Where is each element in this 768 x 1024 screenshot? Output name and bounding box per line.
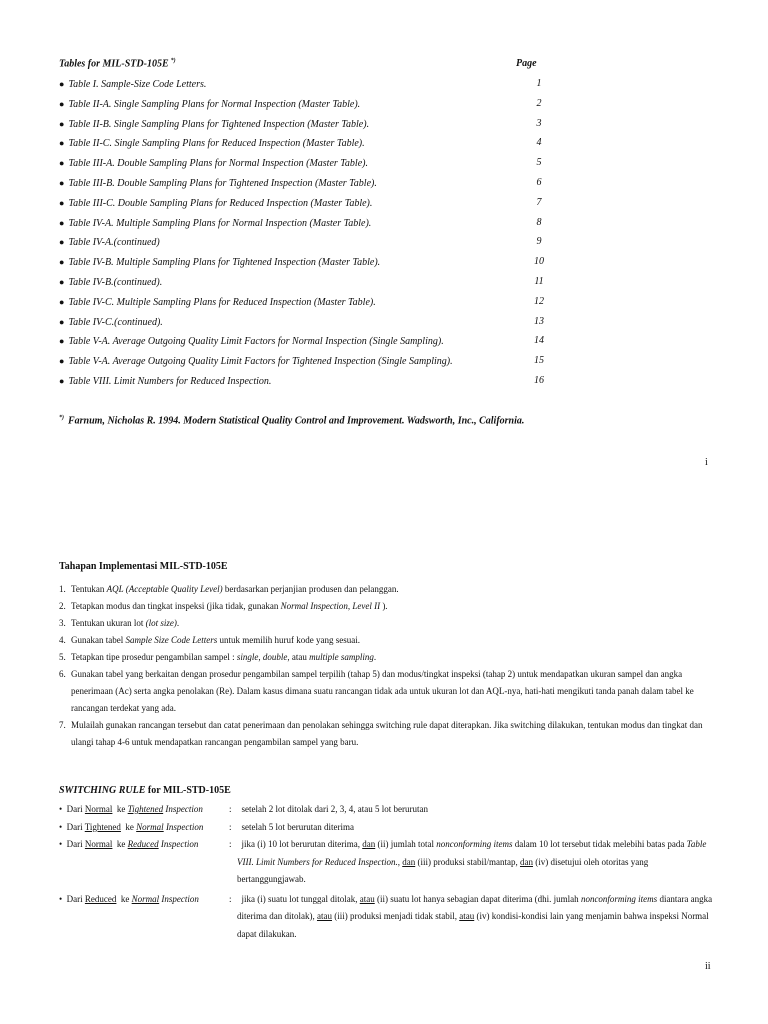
bullet: •	[59, 839, 63, 849]
toc-entry-page: 13	[534, 315, 544, 327]
rule-word: Inspection	[161, 893, 199, 904]
rule-conjunction: atau	[316, 911, 332, 921]
implementation-steps	[59, 581, 719, 751]
toc-entry-label: Table IV-B. Multiple Sampling Plans for Tightened Inspection (Master Table).	[68, 257, 381, 269]
rule-mode: Reduced	[127, 839, 159, 849]
toc-entry-page: 1	[536, 78, 542, 89]
rule-text: (ii) suatu lot hanya sebagian dapat diterima (dhi. jumlah	[374, 893, 581, 904]
rule-mode: Normal	[136, 821, 164, 832]
rule-word: Inspection	[160, 839, 199, 849]
switching-rule-title	[59, 785, 231, 796]
step-1	[59, 581, 719, 598]
bullet: ●	[59, 158, 65, 169]
bullet: ●	[59, 316, 65, 327]
rule-mode: Normal	[84, 804, 113, 814]
step-number: 7.	[59, 720, 66, 730]
toc-entry-page: 12	[534, 295, 544, 307]
toc-entry-page: 14	[534, 335, 544, 347]
bullet: ●	[59, 356, 65, 367]
step-term: (lot size)	[145, 618, 177, 628]
rule-word: Dari	[66, 893, 83, 904]
step-number: 1.	[59, 584, 66, 594]
step-text: ).	[380, 601, 388, 611]
rule-condition	[59, 836, 198, 854]
toc-entry	[59, 196, 619, 216]
toc-entry	[59, 255, 619, 275]
step-text: .	[373, 652, 377, 662]
step-text: Mulailah gunakan rancangan tersebut dan catat penerimaan dan penolakan sehingga switching rule dapat diterapkan. Jika switching dilakukan, tentukan modus dan tingkat dan ulangi tahap 4-6 untuk mendapatkan rancangan pengambilan sampel yang baru.	[71, 720, 703, 747]
rule-text: dalam 10 lot tersebut tidak melebihi batas pada	[512, 839, 687, 849]
step-term: single	[236, 652, 259, 662]
step-text: Tetapkan tipe prosedur pengambilan sampel :	[71, 652, 237, 662]
rule-text: diantara angka diterima dan ditolak),	[237, 893, 713, 921]
bullet: ●	[59, 118, 65, 129]
step-text: Tetapkan modus dan tingkat inspeksi (jika tidak, gunakan	[71, 601, 281, 611]
toc-entry	[59, 77, 619, 97]
step-number: 2.	[59, 601, 66, 611]
rule-text: ,	[397, 856, 403, 867]
rule-word: ke	[120, 893, 130, 904]
toc-entry	[59, 97, 619, 117]
step-text: Gunakan tabel	[71, 635, 126, 645]
page-number-1: i	[705, 457, 708, 468]
bullet: ●	[59, 276, 65, 287]
step-text: Gunakan tabel yang berkaitan dengan prosedur pengambilan sampel terpilih (tahap 5) dan modus/tingkat inspeksi (tahap 2) untuk mendapatkan ukuran sampel dan angka penerimaan (Ac) serta angka penolakan (Re). Dalam kasus dimana suatu rancangan tidak ada untuk ukuran lot dan AQL-nya, hati-hati mengikuti tanda panah dalam tabel ke rancangan terdekat yang ada.	[71, 669, 694, 713]
toc-entry-page: 7	[536, 196, 542, 208]
step-text: , atau	[287, 652, 310, 662]
toc-entry-label: Table IV-A. Multiple Sampling Plans for Normal Inspection (Master Table).	[68, 217, 372, 229]
toc-entry	[59, 374, 619, 394]
rule-action	[229, 891, 719, 944]
rule-conjunction: atau	[359, 893, 375, 904]
toc-page-column-header: Page	[516, 58, 537, 69]
toc-title-text: Tables for MIL-STD-105E	[59, 58, 169, 70]
rule-text: (iv) kondisi-kondisi lain yang menjamin bahwa inspeksi Normal dapat dilakukan.	[237, 911, 709, 939]
step-number: 5.	[59, 652, 66, 662]
rule-mode: Normal	[84, 839, 113, 849]
toc-entry-label: Table V-A. Average Outgoing Quality Limit Factors for Tightened Inspection (Single Sampling).	[68, 356, 453, 368]
toc-entry-page: 4	[536, 137, 542, 149]
rule-text: (iv) disetujui oleh otoritas yang bertanggungjawab.	[237, 856, 649, 884]
toc-entry-label: Table III-B. Double Sampling Plans for Tightened Inspection (Master Table).	[68, 177, 377, 189]
rule-mode: Tightened	[84, 821, 121, 832]
rule-text: (ii) jumlah total	[375, 839, 437, 849]
step-term: double	[262, 652, 288, 662]
step-3	[59, 615, 719, 632]
step-term: multiple sampling	[309, 652, 374, 662]
rule-mode: Tightened	[127, 804, 164, 814]
footnote	[59, 415, 524, 426]
rule-colon: :	[229, 804, 232, 814]
step-7	[59, 717, 719, 751]
rule-word: Inspection	[165, 821, 204, 832]
toc-entry	[59, 315, 619, 335]
rule-condition	[59, 891, 199, 909]
toc-entry-label: Table III-A. Double Sampling Plans for Normal Inspection (Master Table).	[68, 158, 368, 170]
step-6	[59, 666, 719, 717]
step-text: Tentukan	[71, 584, 107, 594]
toc-entry-label: Table I. Sample-Size Code Letters.	[68, 79, 207, 90]
toc-entry-page: 3	[536, 117, 542, 129]
rule-word: Dari	[66, 839, 83, 849]
bullet: ●	[59, 237, 65, 248]
bullet: ●	[59, 296, 65, 307]
step-text: .	[176, 618, 180, 628]
toc-entry	[59, 176, 619, 196]
switching-rule-title-italic: SWITCHING RULE	[59, 785, 146, 796]
rule-colon: :	[229, 839, 232, 849]
footnote-mark: *)	[59, 415, 64, 421]
toc-entry-label: Table II-A. Single Sampling Plans for Normal Inspection (Master Table).	[68, 98, 361, 110]
rule-colon: :	[229, 893, 232, 904]
bullet: ●	[59, 98, 65, 109]
toc-entry	[59, 334, 619, 354]
rule-conjunction: dan	[362, 839, 376, 849]
toc-entry-label: Table V-A. Average Outgoing Quality Limit Factors for Normal Inspection (Single Sampling).	[68, 336, 444, 348]
rule-conjunction: dan	[519, 856, 533, 867]
toc-entry-page: 2	[536, 97, 542, 109]
toc-entry	[59, 156, 619, 176]
toc-entry-label: Table IV-C. Multiple Sampling Plans for Reduced Inspection (Master Table).	[68, 296, 376, 308]
page-number-2: ii	[705, 961, 711, 972]
toc-entry-page: 9	[536, 236, 542, 248]
step-text: ,	[347, 601, 353, 611]
implementation-title: Tahapan Implementasi MIL-STD-105E	[59, 561, 228, 572]
footnote-text: Farnum, Nicholas R. 1994. Modern Statistical Quality Control and Improvement. Wadsworth, Inc., California.	[68, 415, 525, 427]
step-term: AQL (Acceptable Quality Level)	[106, 584, 223, 594]
toc-entry-page: 10	[534, 256, 544, 268]
step-5	[59, 649, 719, 666]
rule-text: jika (i) 10 lot berurutan diterima,	[241, 839, 363, 849]
toc-title-footnote-mark: *)	[170, 58, 176, 64]
step-2	[59, 598, 719, 615]
toc-entry-page: 11	[534, 275, 544, 287]
toc-entry	[59, 354, 619, 374]
rule-text: setelah 2 lot ditolak dari 2, 3, 4, atau 5 lot berurutan	[241, 804, 428, 814]
rule-normal-to-reduced	[59, 836, 719, 889]
rule-text: jika (i) suatu lot tunggal ditolak,	[241, 893, 360, 904]
rule-text: (iii) produksi stabil/mantap,	[415, 856, 520, 867]
step-number: 4.	[59, 635, 66, 645]
toc-entry	[59, 275, 619, 295]
step-text: ,	[258, 652, 263, 662]
step-number: 3.	[59, 618, 66, 628]
step-term: Sample Size Code Letters	[125, 635, 218, 645]
toc-list	[59, 77, 619, 394]
rule-text: setelah 5 lot berurutan diterima	[241, 821, 354, 832]
bullet: •	[59, 893, 63, 904]
rule-text: (iii) produksi menjadi tidak stabil,	[331, 911, 460, 921]
bullet: ●	[59, 257, 65, 268]
toc-entry-page: 15	[534, 355, 544, 367]
toc-entry-label: Table IV-A.(continued)	[68, 237, 160, 249]
step-text: berdasarkan perjanjian produsen dan pelanggan.	[222, 584, 399, 594]
rule-word: Dari	[66, 804, 83, 814]
switching-rules	[59, 801, 719, 943]
bullet: ●	[59, 138, 65, 149]
toc-entry-label: Table VIII. Limit Numbers for Reduced Inspection.	[68, 375, 272, 387]
rule-reduced-to-normal	[59, 891, 719, 944]
bullet: ●	[59, 177, 65, 188]
rule-action	[229, 801, 719, 819]
rule-mode: Normal	[131, 893, 160, 904]
rule-term: nonconforming items	[580, 893, 658, 904]
toc-entry	[59, 295, 619, 315]
rule-action	[229, 836, 719, 889]
toc-entry	[59, 235, 619, 255]
toc-entry-label: Table IV-C.(continued).	[68, 316, 163, 328]
bullet: ●	[59, 79, 65, 89]
step-text: Tentukan ukuran lot	[71, 618, 146, 628]
rule-mode: Reduced	[84, 893, 117, 904]
toc-title	[59, 58, 176, 69]
rule-condition	[59, 819, 203, 837]
step-term: Normal Inspection	[280, 601, 348, 611]
rule-conjunction: atau	[459, 911, 475, 921]
toc-entry	[59, 117, 619, 137]
switching-rule-title-rest: for MIL-STD-105E	[145, 785, 231, 796]
rule-word: ke	[116, 839, 126, 849]
step-number: 6.	[59, 669, 66, 679]
bullet: ●	[59, 217, 65, 228]
step-4	[59, 632, 719, 649]
rule-word: ke	[125, 821, 134, 832]
toc-entry-page: 6	[536, 176, 542, 188]
step-text: untuk memilih huruf kode yang sesuai.	[217, 635, 360, 645]
rule-term: nonconforming items	[436, 839, 513, 849]
toc-entry-label: Table II-C. Single Sampling Plans for Reduced Inspection (Master Table).	[68, 138, 365, 150]
rule-word: ke	[116, 804, 126, 814]
bullet: ●	[59, 336, 65, 347]
toc-entry-page: 8	[536, 216, 542, 228]
rule-condition	[59, 801, 203, 819]
toc-entry-page: 5	[536, 157, 542, 169]
step-term: Level II	[352, 601, 381, 611]
bullet: ●	[59, 197, 65, 208]
bullet: ●	[59, 375, 65, 386]
rule-action	[229, 819, 719, 837]
rule-colon: :	[229, 821, 232, 832]
rule-tightened-to-normal	[59, 819, 719, 837]
rule-word: Inspection	[165, 804, 203, 814]
toc-entry	[59, 216, 619, 236]
toc-entry-page: 16	[534, 374, 544, 386]
toc-entry	[59, 136, 619, 156]
toc-entry-label: Table III-C. Double Sampling Plans for Reduced Inspection (Master Table).	[68, 197, 373, 209]
rule-table-reference: Table VIII. Limit Numbers for Reduced Inspection.	[237, 839, 707, 867]
rule-conjunction: dan	[402, 856, 416, 867]
toc-entry-label: Table II-B. Single Sampling Plans for Tightened Inspection (Master Table).	[68, 118, 370, 130]
toc-entry-label: Table IV-B.(continued).	[68, 276, 163, 288]
rule-word: Dari	[66, 821, 83, 832]
bullet: •	[59, 821, 63, 832]
bullet: •	[59, 804, 63, 814]
rule-normal-to-tightened	[59, 801, 719, 819]
